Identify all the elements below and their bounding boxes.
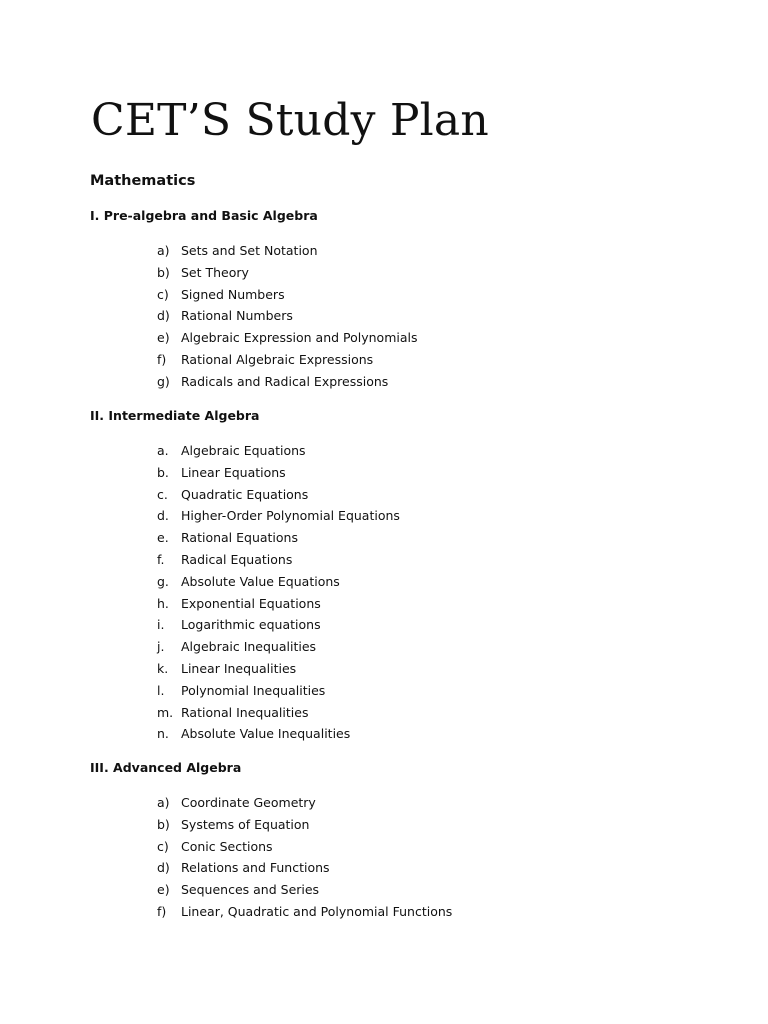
list-marker: g) <box>157 373 170 389</box>
section-heading-intermediate-algebra: II. Intermediate Algebra <box>90 408 260 423</box>
topic-list-pre-algebra <box>157 240 418 393</box>
list-marker: b) <box>157 264 170 280</box>
list-item <box>157 240 418 262</box>
list-marker: m. <box>157 704 174 720</box>
list-item-text: Absolute Value Equations <box>181 573 340 589</box>
list-item-text: Radicals and Radical Expressions <box>181 373 389 389</box>
section-heading-advanced-algebra: III. Advanced Algebra <box>90 760 242 775</box>
list-marker: j. <box>157 639 165 655</box>
topic-list-advanced-algebra <box>157 792 452 923</box>
list-item-text: Rational Algebraic Expressions <box>181 351 374 367</box>
list-item <box>157 857 452 879</box>
list-item-text: Rational Numbers <box>181 308 293 324</box>
list-item-text: Algebraic Equations <box>181 443 306 458</box>
list-item-text: Conic Sections <box>181 838 273 854</box>
list-item <box>157 879 452 901</box>
list-item <box>157 658 400 680</box>
list-marker: c) <box>157 838 169 854</box>
list-item-text: Quadratic Equations <box>181 486 309 502</box>
list-marker: f. <box>157 551 165 567</box>
list-item <box>157 901 452 923</box>
list-marker: e. <box>157 530 169 546</box>
list-item <box>157 723 400 745</box>
list-item <box>157 792 452 814</box>
list-item-text: Exponential Equations <box>181 595 321 611</box>
list-marker: b. <box>157 464 169 480</box>
list-marker: a) <box>157 795 170 810</box>
list-item <box>157 327 418 349</box>
list-item <box>157 349 418 371</box>
list-item <box>157 505 400 527</box>
list-marker: e) <box>157 330 170 346</box>
list-item-text: Logarithmic equations <box>181 617 321 633</box>
list-item <box>157 636 400 658</box>
list-item <box>157 440 400 462</box>
list-item-text: Algebraic Expression and Polynomials <box>181 330 418 346</box>
list-item <box>157 680 400 702</box>
list-item-text: Higher-Order Polynomial Equations <box>181 508 400 524</box>
list-marker: b) <box>157 816 170 832</box>
document-title: CET’S Study Plan <box>91 95 489 146</box>
list-item-text: Rational Inequalities <box>181 704 309 720</box>
list-item-text: Coordinate Geometry <box>181 795 316 810</box>
list-item <box>157 593 400 615</box>
list-item-text: Linear Inequalities <box>181 660 297 676</box>
list-item-text: Relations and Functions <box>181 860 330 876</box>
list-item <box>157 305 418 327</box>
list-item <box>157 284 418 306</box>
list-item-text: Sets and Set Notation <box>181 243 318 258</box>
subject-heading: Mathematics <box>90 173 196 189</box>
list-marker: c. <box>157 486 168 502</box>
list-item-text: Linear, Quadratic and Polynomial Functions <box>181 903 453 919</box>
list-item <box>157 614 400 636</box>
list-item <box>157 814 452 836</box>
list-item <box>157 371 418 393</box>
list-item-text: Sequences and Series <box>181 882 320 898</box>
list-marker: h. <box>157 595 169 611</box>
list-marker: d) <box>157 860 170 876</box>
list-marker: n. <box>157 726 169 742</box>
list-item-text: Rational Equations <box>181 530 298 546</box>
list-item-text: Systems of Equation <box>181 816 310 832</box>
section-heading-pre-algebra: I. Pre-algebra and Basic Algebra <box>90 208 318 223</box>
list-item <box>157 484 400 506</box>
list-item-text: Set Theory <box>181 264 249 280</box>
list-marker: f) <box>157 903 167 919</box>
topic-list-intermediate-algebra <box>157 440 400 745</box>
list-marker: a) <box>157 243 170 258</box>
list-marker: d. <box>157 508 169 524</box>
list-item-text: Radical Equations <box>181 551 293 567</box>
list-marker: d) <box>157 308 170 324</box>
list-item-text: Algebraic Inequalities <box>181 639 317 655</box>
list-marker: f) <box>157 351 167 367</box>
list-item <box>157 549 400 571</box>
list-item <box>157 262 418 284</box>
list-marker: c) <box>157 286 169 302</box>
list-item <box>157 527 400 549</box>
list-item-text: Polynomial Inequalities <box>181 682 326 698</box>
list-item <box>157 836 452 858</box>
list-marker: l. <box>157 682 165 698</box>
list-item <box>157 462 400 484</box>
list-marker: a. <box>157 443 169 458</box>
list-marker: g. <box>157 573 169 589</box>
list-item <box>157 702 400 724</box>
list-item <box>157 571 400 593</box>
list-marker: e) <box>157 882 170 898</box>
list-marker: k. <box>157 660 169 676</box>
list-item-text: Absolute Value Inequalities <box>181 726 351 742</box>
list-item-text: Signed Numbers <box>181 286 285 302</box>
list-item-text: Linear Equations <box>181 464 286 480</box>
list-marker: i. <box>157 617 165 633</box>
